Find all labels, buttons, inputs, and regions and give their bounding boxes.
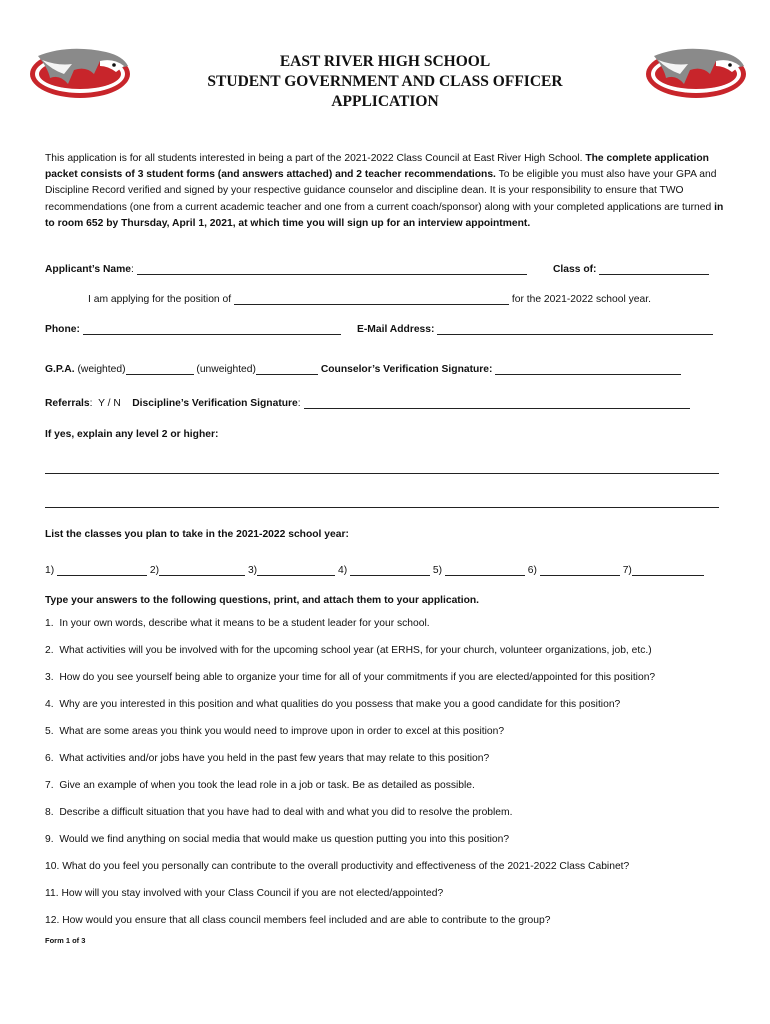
class-5-label: 5): [432, 565, 443, 576]
intro-bold-2: in to room 652 by Thursday, April 1, 2021, at which time you will sign up for an interview appointment.: [45, 201, 724, 229]
class-2-field[interactable]: [159, 563, 245, 576]
question-2: [45, 645, 652, 656]
form-title: STUDENT GOVERNMENT AND CLASS OFFICER: [207, 73, 563, 90]
question-text: What do you feel you personally can contribute to the overall productivity and effectiveness of the 2021-2022 Class Cabinet?: [62, 861, 630, 872]
gpa-row: [45, 362, 681, 375]
explain-line-2[interactable]: [45, 495, 719, 508]
question-text: Why are you interested in this position and what qualities do you possess that make you a good candidate for this position?: [59, 699, 621, 710]
class-7-label: 7): [622, 565, 632, 576]
intro-bold-1: The complete application packet consists of 3 student forms (and answers attached) and 2 teacher recommendations.: [45, 153, 709, 181]
question-text: What activities will you be involved with for the upcoming school year (at ERHS, for your church, volunteer organizations, job, etc.): [59, 645, 652, 656]
position-suffix: for the 2021-2022 school year.: [511, 294, 651, 305]
applicant-name-field[interactable]: [137, 262, 527, 275]
question-text: How would you ensure that all class council members feel included and are able to contribute to the group?: [62, 915, 551, 926]
class-2-label: 2): [149, 565, 160, 576]
question-text: How do you see yourself being able to organize your time for all of your commitments if you are elected/appointed for this position?: [59, 672, 656, 683]
question-number: 6.: [45, 753, 54, 764]
class-7-field[interactable]: [632, 563, 704, 576]
question-number: 4.: [45, 699, 54, 710]
question-number: 12.: [45, 915, 60, 926]
form-subtitle: APPLICATION: [331, 93, 439, 110]
explain-line-1[interactable]: [45, 461, 719, 474]
question-number: 9.: [45, 834, 54, 845]
question-7: [45, 780, 475, 791]
position-label: I am applying for the position of: [88, 294, 232, 305]
class-of-label: Class of:: [553, 264, 597, 275]
referrals-label: Referrals: [45, 398, 90, 409]
question-9: [45, 834, 509, 845]
intro-text-2: To be eligible you must also have your GPA and Discipline Record verified and signed by your respective guidance counselor and discipline dean. It is your responsibility to ensure that TWO recommendations (one from a current academic teacher and one from a current coach/sponsor) along with your completed applications are turned: [45, 169, 717, 213]
email-row: [357, 322, 713, 335]
class-5-field[interactable]: [445, 563, 525, 576]
question-11: [45, 888, 443, 899]
question-number: 5.: [45, 726, 54, 737]
question-8: [45, 807, 512, 818]
referrals-row: Referrals: Y / N Discipline’s Verification Signature:: [45, 396, 690, 409]
intro-text-1: This application is for all students interested in being a part of the 2021-2022 Class Council at East River High School.: [45, 153, 583, 164]
form-number: Form 1 of 3: [45, 936, 86, 945]
question-text: Would we find anything on social media that would make us question putting you into this position?: [59, 834, 510, 845]
questions-heading: Type your answers to the following questions, print, and attach them to your application.: [45, 595, 480, 606]
gpa-label: G.P.A.: [45, 364, 75, 375]
class-1-field[interactable]: [57, 563, 147, 576]
counselor-signature-label: Counselor’s Verification Signature:: [320, 364, 493, 375]
question-number: 1.: [45, 618, 54, 629]
question-4: [45, 699, 620, 710]
class-3-field[interactable]: [257, 563, 335, 576]
question-number: 3.: [45, 672, 54, 683]
email-label: E-Mail Address:: [357, 324, 435, 335]
question-number: 11.: [45, 888, 59, 899]
question-text: How will you stay involved with your Class Council if you are not elected/appointed?: [61, 888, 444, 899]
class-6-label: 6): [527, 565, 537, 576]
email-field[interactable]: [437, 322, 713, 335]
class-6-field[interactable]: [540, 563, 620, 576]
classes-heading: List the classes you plan to take in the 2021-2022 school year:: [45, 529, 349, 540]
weighted-gpa-field[interactable]: [126, 362, 194, 375]
question-text: What are some areas you think you would need to improve upon in order to excel at this position?: [59, 726, 505, 737]
phone-row: [45, 322, 341, 335]
phone-label: Phone:: [45, 324, 80, 335]
classes-row: [45, 563, 704, 576]
question-10: [45, 861, 629, 872]
position-field[interactable]: [234, 292, 509, 305]
question-5: [45, 726, 504, 737]
question-number: 10.: [45, 861, 60, 872]
referrals-yes-no[interactable]: Y / N: [98, 398, 121, 409]
intro-paragraph: [45, 151, 725, 232]
class-3-label: 3): [247, 565, 258, 576]
class-4-field[interactable]: [350, 563, 430, 576]
question-number: 7.: [45, 780, 54, 791]
discipline-signature-field[interactable]: [304, 396, 690, 409]
class-of-field[interactable]: [599, 262, 709, 275]
school-name: EAST RIVER HIGH SCHOOL: [279, 53, 491, 70]
question-3: [45, 672, 655, 683]
class-4-label: 4): [337, 565, 348, 576]
phone-field[interactable]: [83, 322, 341, 335]
class-1-label: 1): [45, 565, 55, 576]
class-of-row: [553, 262, 709, 275]
unweighted-label: (unweighted): [196, 364, 256, 375]
question-text: What activities and/or jobs have you held in the past few years that may relate to this position?: [59, 753, 490, 764]
counselor-signature-field[interactable]: [495, 362, 681, 375]
weighted-label: (weighted): [77, 364, 126, 375]
question-number: 8.: [45, 807, 54, 818]
applicant-name-row: Applicant’s Name:: [45, 262, 527, 275]
question-12: [45, 915, 550, 926]
applicant-name-label: Applicant’s Name: [45, 264, 132, 275]
question-text: Give an example of when you took the lead role in a job or task. Be as detailed as possible.: [59, 780, 475, 791]
position-row: [88, 292, 651, 305]
question-1: [45, 618, 430, 629]
question-6: [45, 753, 489, 764]
question-number: 2.: [45, 645, 54, 656]
unweighted-gpa-field[interactable]: [256, 362, 318, 375]
question-text: Describe a difficult situation that you have had to deal with and what you did to resolve the problem.: [59, 807, 513, 818]
question-text: In your own words, describe what it means to be a student leader for your school.: [59, 618, 430, 629]
explain-label: If yes, explain any level 2 or higher:: [45, 429, 219, 440]
discipline-signature-label: Discipline’s Verification Signature: [132, 398, 298, 409]
